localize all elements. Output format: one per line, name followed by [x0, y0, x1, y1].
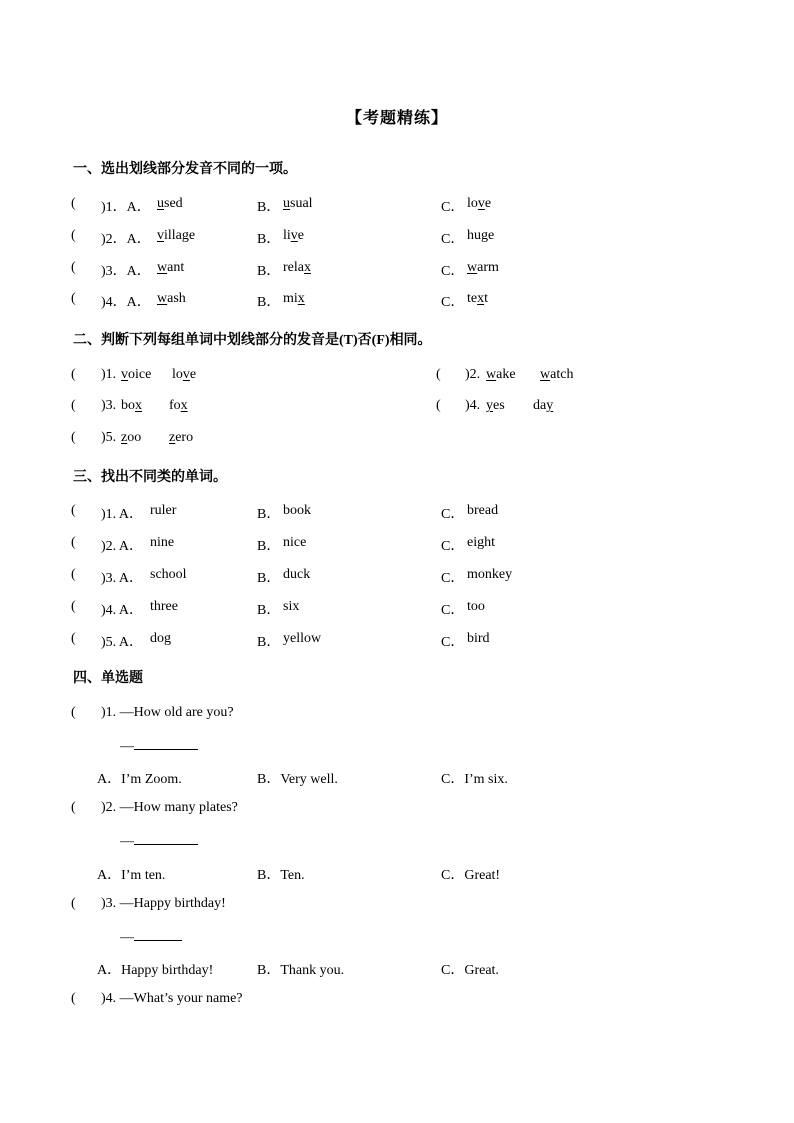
option-c-letter: C．: [441, 539, 465, 554]
word-2: fox: [169, 398, 188, 413]
question-number: )1. A．: [101, 507, 143, 522]
answer-blank[interactable]: (: [436, 367, 441, 382]
option-a: used: [157, 196, 183, 211]
question-number: )4.: [465, 398, 481, 413]
option-b: live: [283, 228, 304, 243]
option-b-letter: B．: [257, 232, 281, 247]
answer-blank[interactable]: (: [71, 896, 76, 911]
section-3-heading: 三、找出不同类的单词。: [73, 469, 227, 485]
option-a: school: [150, 567, 187, 582]
answer-blank[interactable]: (: [71, 291, 76, 306]
option-b-letter: B．: [257, 571, 281, 586]
section-4-heading: 四、单选题: [73, 670, 143, 686]
answer-blank[interactable]: (: [71, 260, 76, 275]
response-line[interactable]: —: [120, 832, 198, 850]
answer-blank[interactable]: (: [71, 398, 76, 413]
question-number: )5. A．: [101, 635, 143, 650]
answer-blank[interactable]: (: [71, 367, 76, 382]
option-a: A．I’m Zoom.: [97, 772, 182, 787]
word-1: wake: [486, 367, 516, 382]
option-c: love: [467, 196, 492, 211]
answer-blank[interactable]: (: [71, 599, 76, 614]
answer-blank[interactable]: (: [71, 991, 76, 1006]
option-a: nine: [150, 535, 175, 550]
option-b: mix: [283, 291, 305, 306]
option-c: too: [467, 599, 485, 614]
option-c: C．I’m six.: [441, 772, 508, 787]
option-b: B．Ten.: [257, 868, 305, 883]
word-1: zoo: [121, 430, 142, 445]
option-b-letter: B．: [257, 507, 281, 522]
option-c-letter: C．: [441, 635, 465, 650]
option-b: nice: [283, 535, 307, 550]
option-c-letter: C．: [441, 200, 465, 215]
word-2: day: [533, 398, 554, 413]
option-c: bird: [467, 631, 490, 646]
answer-blank[interactable]: (: [71, 631, 76, 646]
option-c: warm: [467, 260, 499, 275]
answer-blank[interactable]: (: [71, 196, 76, 211]
option-a: want: [157, 260, 185, 275]
section-1-heading: 一、选出划线部分发音不同的一项。: [73, 161, 297, 177]
response-line[interactable]: —: [120, 928, 182, 946]
question-text: )1. —How old are you?: [101, 705, 234, 720]
word-2: love: [172, 367, 197, 382]
option-b: six: [283, 599, 300, 614]
option-c-letter: C．: [441, 232, 465, 247]
word-1: box: [121, 398, 142, 413]
answer-blank[interactable]: (: [71, 228, 76, 243]
option-c-letter: C．: [441, 264, 465, 279]
question-number: )2.: [465, 367, 481, 382]
option-a: wash: [157, 291, 186, 306]
answer-blank[interactable]: (: [71, 567, 76, 582]
question-number: )2. A．: [101, 539, 143, 554]
option-c: eight: [467, 535, 495, 550]
option-c: C．Great!: [441, 868, 501, 883]
question-text: )4. —What’s your name?: [101, 991, 243, 1006]
option-a: dog: [150, 631, 171, 646]
option-b-letter: B．: [257, 539, 281, 554]
option-a: A．I’m ten.: [97, 868, 166, 883]
response-line[interactable]: —: [120, 737, 198, 755]
option-a: village: [157, 228, 196, 243]
option-a: ruler: [150, 503, 177, 518]
option-b: book: [283, 503, 311, 518]
option-a: three: [150, 599, 178, 614]
option-c-letter: C．: [441, 507, 465, 522]
option-c: bread: [467, 503, 499, 518]
option-b-letter: B．: [257, 635, 281, 650]
option-b: B．Very well.: [257, 772, 338, 787]
option-a: A．Happy birthday!: [97, 963, 214, 978]
word-1: yes: [486, 398, 505, 413]
question-number: )5.: [101, 430, 117, 445]
word-2: watch: [540, 367, 574, 382]
question-number: )4．A．: [101, 295, 151, 310]
answer-blank[interactable]: (: [71, 535, 76, 550]
option-c-letter: C．: [441, 603, 465, 618]
option-b: duck: [283, 567, 311, 582]
answer-blank[interactable]: (: [71, 503, 76, 518]
answer-blank[interactable]: (: [71, 705, 76, 720]
answer-blank[interactable]: (: [71, 800, 76, 815]
question-number: )3. A．: [101, 571, 143, 586]
question-number: )2．A．: [101, 232, 151, 247]
section-2-heading: 二、判断下列每组单词中划线部分的发音是(T)否(F)相同。: [73, 332, 432, 348]
question-number: )1．A．: [101, 200, 151, 215]
word-2: zero: [169, 430, 194, 445]
option-b-letter: B．: [257, 264, 281, 279]
page-title: 【考题精练】: [345, 108, 448, 127]
question-text: )3. —Happy birthday!: [101, 896, 226, 911]
answer-blank[interactable]: (: [436, 398, 441, 413]
option-b-letter: B．: [257, 603, 281, 618]
question-number: )4. A．: [101, 603, 143, 618]
option-b: relax: [283, 260, 311, 275]
option-c: monkey: [467, 567, 513, 582]
option-c-letter: C．: [441, 571, 465, 586]
option-c: text: [467, 291, 488, 306]
option-b: yellow: [283, 631, 322, 646]
option-b: usual: [283, 196, 313, 211]
option-c-letter: C．: [441, 295, 465, 310]
option-b-letter: B．: [257, 295, 281, 310]
question-number: )1.: [101, 367, 117, 382]
option-b-letter: B．: [257, 200, 281, 215]
option-c: C．Great.: [441, 963, 499, 978]
question-number: )3.: [101, 398, 117, 413]
option-c: huge: [467, 228, 495, 243]
question-number: )3．A．: [101, 264, 151, 279]
option-b: B．Thank you.: [257, 963, 345, 978]
word-1: voice: [121, 367, 152, 382]
answer-blank[interactable]: (: [71, 430, 76, 445]
question-text: )2. —How many plates?: [101, 800, 238, 815]
